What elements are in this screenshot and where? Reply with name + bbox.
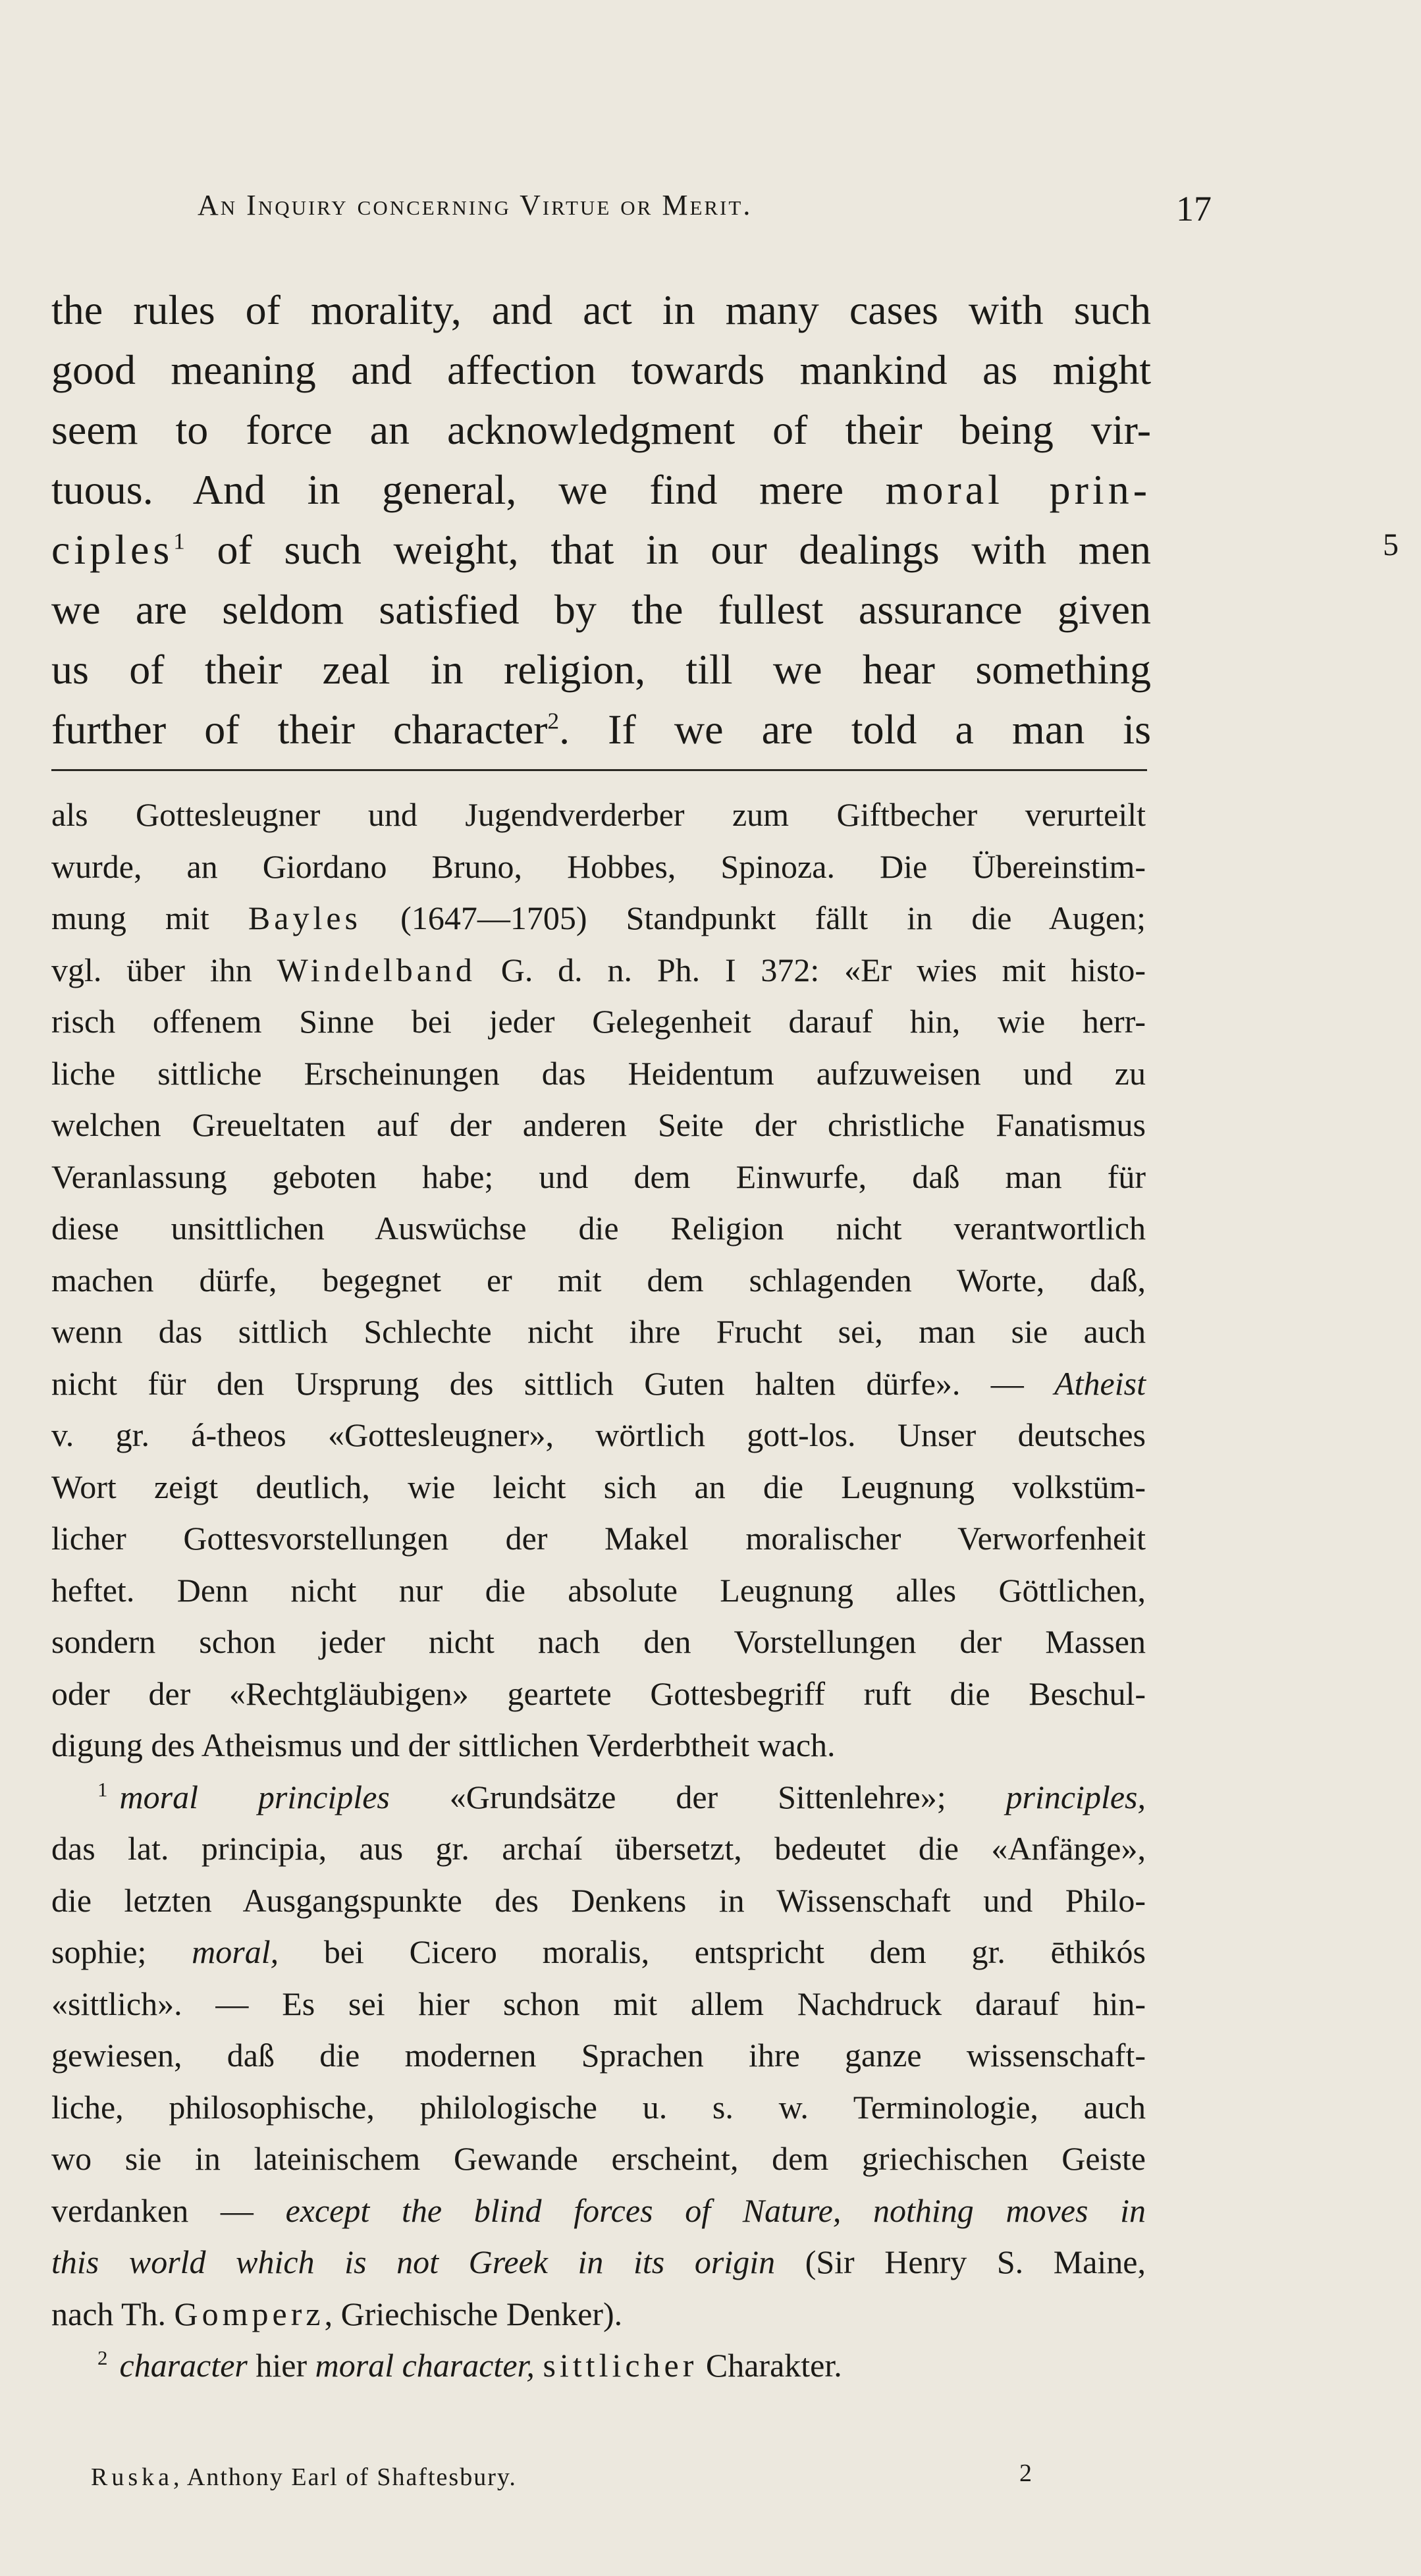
main-line: seem to force an acknowledgment of their being vir- — [51, 406, 1151, 453]
footnote-line: die letzten Ausgangspunkte des Denkens in Wissenschaft und Philo- — [51, 1881, 1146, 1919]
footnote-line: v. gr. á-theos «Gottesleugner», wörtlich gott-los. Unser deutsches — [51, 1416, 1146, 1453]
footnote-line: verdanken — except the blind forces of Nature, nothing moves in — [51, 2191, 1146, 2229]
footnote-line: oder der «Rechtgläubigen» geartete Gottesbegriff ruft die Beschul- — [51, 1675, 1146, 1712]
footnote-line: liche sittliche Erscheinungen das Heidentum aufzuweisen und zu — [51, 1054, 1146, 1092]
footnotes — [51, 789, 1146, 2392]
footnote-line: das lat. principia, aus gr. archaí übersetzt, bedeutet die «Anfänge», — [51, 1830, 1146, 1867]
running-title: An Inquiry concerning Virtue or Merit. — [198, 189, 753, 221]
signature-line — [91, 2463, 517, 2492]
signature-author: Ruska — [91, 2463, 173, 2491]
footnote-line: sondern schon jeder nicht nach den Vorstellungen der Massen — [51, 1623, 1146, 1660]
footnote-line: sophie; moral, bei Cicero moralis, entspricht dem gr. ēthikós — [51, 1933, 1146, 1970]
main-line: good meaning and affection towards mankind as might — [51, 346, 1151, 393]
footnote-line: nach Th. Gomperz, Griechische Denker). — [51, 2295, 623, 2332]
main-line-part: tuous. And in general, we find mere — [51, 466, 886, 513]
spaced-term: moral prin- — [885, 466, 1152, 513]
footnote-line: $^2$ character hier moral character, sittlicher Charakter. — [97, 2346, 842, 2384]
footnote-line: vgl. über ihn Windelband G. d. n. Ph. I 372: «Er wies mit histo- — [51, 951, 1146, 988]
margin-line-number: 5 — [1383, 527, 1399, 562]
page-footer — [91, 2459, 1079, 2502]
footnote-line: Wort zeigt deutlich, wie leicht sich an die Leugnung volkstüm- — [51, 1468, 1146, 1505]
footnote-line: machen dürfe, begegnet er mit dem schlagenden Worte, daß, — [51, 1261, 1146, 1299]
footnote-line: «sittlich». — Es sei hier schon mit allem Nachdruck darauf hin- — [51, 1985, 1146, 2022]
main-line: us of their zeal in religion, till we hear something — [51, 646, 1151, 693]
main-line: the rules of morality, and act in many cases with such — [51, 286, 1151, 333]
footnote-line: welchen Greueltaten auf der anderen Seite der christliche Fanatismus — [51, 1106, 1146, 1143]
footnote-line: $^1$ moral principles «Grundsätze der Sittenlehre»; principles, — [97, 1777, 1146, 1815]
footnote-line: heftet. Denn nicht nur die absolute Leugnung alles Göttlichen, — [51, 1571, 1146, 1609]
main-line — [51, 520, 1151, 579]
footnote-line: als Gottesleugner und Jugendverderber zum Giftbecher verurteilt — [51, 796, 1146, 833]
footnote-line: mung mit Bayles (1647—1705) Standpunkt fällt in die Augen; — [51, 899, 1146, 936]
main-line — [51, 699, 1151, 759]
footnote-continuation — [51, 789, 1146, 1771]
footnote-line: diese unsittlichen Auswüchse die Religion nicht verantwortlich — [51, 1210, 1146, 1247]
footnote-ref-1: 1 — [173, 528, 185, 554]
footnote-line: licher Gottesvorstellungen der Makel moralischer Verworfenheit — [51, 1520, 1146, 1557]
footnote-line: nicht für den Ursprung des sittlich Guten halten dürfe». — Atheist — [51, 1364, 1146, 1402]
page-number: 17 — [1176, 189, 1212, 228]
footnote-line: this world which is not Greek in its origin (Sir Henry S. Maine, — [51, 2243, 1146, 2280]
spaced-term: ciples — [51, 526, 174, 573]
main-line-part: of such weight, that in our dealings with men — [184, 526, 1151, 573]
main-line — [51, 460, 1151, 520]
footnote-line: Veranlassung geboten habe; und dem Einwurfe, daß man für — [51, 1158, 1146, 1195]
main-line-part: further of their character — [51, 706, 548, 753]
footnote-line: wenn das sittlich Schlechte nicht ihre Frucht sei, man sie auch — [51, 1313, 1146, 1350]
signature-title: , Anthony Earl of Shaftesbury. — [173, 2463, 517, 2491]
main-line: we are seldom satisfied by the fullest assurance given — [51, 586, 1151, 633]
sheet-mark: 2 — [1019, 2459, 1032, 2487]
footnote-ref-2: 2 — [547, 708, 560, 734]
footnote-2 — [51, 2340, 1146, 2392]
footnote-line: risch offenem Sinne bei jeder Gelegenheit darauf hin, wie herr- — [51, 1003, 1146, 1040]
main-line-part: . If we are told a man is — [559, 706, 1152, 753]
main-text — [51, 280, 1151, 759]
footnote-line: digung des Atheismus und der sittlichen Verderbtheit wach. — [51, 1727, 836, 1763]
footnote-line: wurde, an Giordano Bruno, Hobbes, Spinoza. Die Übereinstim- — [51, 847, 1146, 885]
footnote-divider — [51, 769, 1147, 771]
page-header — [198, 188, 1225, 241]
footnote-1 — [51, 1771, 1146, 2340]
footnote-line: gewiesen, daß die modernen Sprachen ihre ganze wissenschaft- — [51, 2037, 1146, 2074]
footnote-line: wo sie in lateinischem Gewande erscheint, dem griechischen Geiste — [51, 2140, 1146, 2177]
footnote-line: liche, philosophische, philologische u. s. w. Terminologie, auch — [51, 2088, 1146, 2126]
